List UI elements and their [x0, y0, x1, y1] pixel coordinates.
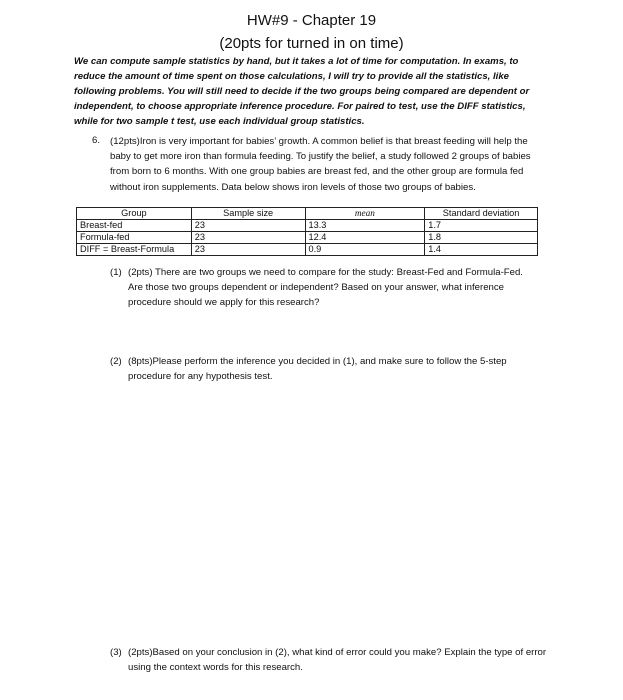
cell-mean: 13.3	[305, 220, 425, 232]
cell-sample-size: 23	[191, 220, 305, 232]
header-sample-size: Sample size	[191, 208, 305, 220]
table-row	[77, 232, 538, 244]
header-mean: mean	[305, 208, 425, 220]
question-number: 6.	[92, 135, 101, 146]
header-standard-deviation: Standard deviation	[425, 208, 538, 220]
intro-paragraph: We can compute sample statistics by hand, but it takes a lot of time for computation. In exams, to reduce the amount of time spent on those calculations, I will try to provide all the statistics, like following problems. You will still need to decide if the two groups being compared are dependent or independent, to choose appropriate inference procedure. For paired to test, use the DIFF statistics, while for two sample t test, use each individual group statistics.	[74, 56, 530, 127]
table-row	[77, 220, 538, 232]
cell-group: Breast-fed	[77, 220, 192, 232]
cell-mean: 12.4	[305, 232, 425, 244]
cell-sample-size: 23	[191, 232, 305, 244]
page-subtitle: (20pts for turned in on time)	[219, 35, 404, 52]
question-text: (12pts)Iron is very important for babies’ growth. A common belief is that breast feeding will help the baby to get more iron than formula feeding. To justify the belief, a study followed 2 groups of babies from born to 6 months. With one group babies are breast fed, and the other group are formula fed without iron supplements. Data below shows iron levels of those two groups of babies.	[110, 136, 531, 193]
cell-standard-deviation: 1.7	[425, 220, 538, 232]
subquestion-3	[110, 645, 550, 677]
subquestion-label: (2)	[110, 356, 122, 367]
subquestion-text: (2pts)Based on your conclusion in (2), what kind of error could you make? Explain the type of error using the context words for this research.	[128, 647, 547, 674]
header-group: Group	[77, 208, 192, 220]
subquestion-2	[110, 354, 550, 386]
subquestion-text: (8pts)Please perform the inference you decided in (1), and make sure to follow the 5-step procedure for any hypothesis test.	[128, 356, 507, 383]
page-title: HW#9 - Chapter 19	[246, 12, 377, 29]
table-header-row	[77, 208, 538, 220]
subquestion-label: (3)	[110, 647, 122, 658]
cell-mean: 0.9	[305, 244, 425, 256]
iron-data-table	[76, 207, 538, 256]
table-row	[77, 244, 538, 256]
cell-group: Formula-fed	[77, 232, 192, 244]
cell-standard-deviation: 1.8	[425, 232, 538, 244]
subquestion-text: (2pts) There are two groups we need to compare for the study: Breast-Fed and Formula-Fed. Are those two groups dependent or independent? Based on your answer, what inference procedure should we apply for this research?	[128, 267, 523, 309]
cell-group: DIFF = Breast-Formula	[77, 244, 192, 256]
subquestion-label: (1)	[110, 267, 122, 278]
cell-sample-size: 23	[191, 244, 305, 256]
subquestion-1	[110, 265, 540, 313]
cell-standard-deviation: 1.4	[425, 244, 538, 256]
